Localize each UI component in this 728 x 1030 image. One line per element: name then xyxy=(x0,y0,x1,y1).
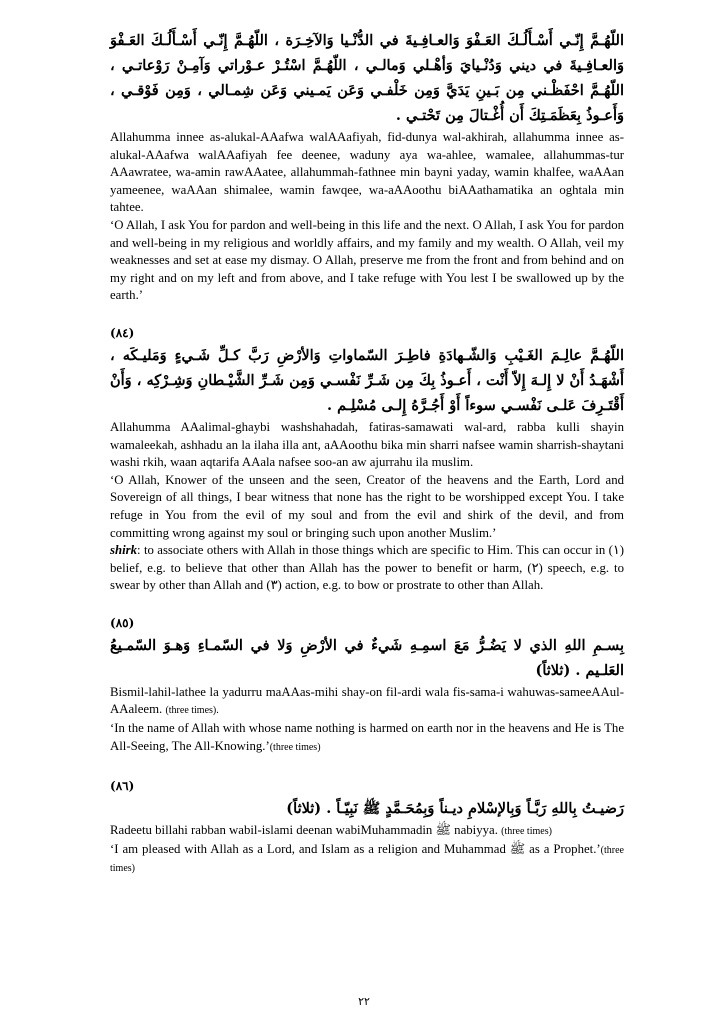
arabic-text: رَضيـتُ بِاللهِ رَبَّـاً وَبِالإسْلامِ ديـناً وَبِمُحَـمَّدٍ ﷺ نَبِيّـاً . (ثلاثاً) xyxy=(286,800,624,818)
transliteration xyxy=(110,822,624,841)
footnote-text: : to associate others with Allah in those things which are specific to Him. This can occur in (١) belief, e.g. to believe that other than Allah has the power to benefit or harm, (٢) speech, e.g. to swear by other than Allah and (٣) action, e.g. to bow or prostrate to other than Allah. xyxy=(110,543,624,593)
arabic-text: اللّهُـمَّ إِنّـي أَسْـأَلُـكَ العَـفْوَ وَالعـافِـيةَ في الدُّنْـيا وَالآخِـرَة ، اللّهُـمَّ إِنّـي أَسْـأَلُـكَ العَـفْوَ وَالعـافِـيةَ في ديني وَدُنْـيايَ وَأهْـلي وَمالـي ، اللّهُـمَّ اسْتُـرْ عـوْراتي وَآمِـنْ رَوْعاتـي ، اللّهُـمَّ احْفَظْـني مِن بَـينِ يَدَيَّ وَمِن خَلْفـي وَعَن يَمـيني وَعَن شِمـالي ، وَمِن فَوْقـي ، وَأَعـوذُ بِعَظَمَـتِكَ أَن أُغْـتالَ مِن تَحْتـي . xyxy=(110,32,624,124)
translation xyxy=(110,841,624,878)
transliteration: Allahumma innee as-alukal-AAafwa walAAafiyah, fid-dunya wal-akhirah, allahumma innee as-alukal-AAafwa walAAafiyah fee deenee, waduny aya wa-ahlee, wamalee, allahummas-tur AAawratee, wa-amin rawAAatee, allahummah-fathnee min bayni yaday, wamin khalfee, waAAan yameenee, waAAan shimalee, wamin fawqee, wa-aAAoothu biAAathamatika an oghtala min tahtee. xyxy=(110,130,624,215)
footnote-term: shirk xyxy=(110,543,138,558)
supplication-84 xyxy=(110,323,624,595)
arabic-text: بِسـمِ اللهِ الذي لا يَضُـرُّ مَعَ اسمِـهِ شَيءٌ في الأرْضِ وَلا في السّمـاءِ وَهـوَ السّمـيعُ العَلـيم . (ثلاثاً) xyxy=(110,636,624,679)
translation: ‘O Allah, Knower of the unseen and the seen, Creator of the heavens and the Earth, Lord and Sovereign of all things, I bear witness that none has the right to be worshipped except You. I take refuge in You from the evil of my soul and from the evil and shirk of the devil, and from committing wrong against my soul or bringing such upon another Muslim.’ xyxy=(110,472,624,540)
footnote xyxy=(110,542,624,595)
translation xyxy=(110,720,624,756)
repeat-note: (three times). xyxy=(165,705,219,717)
supplication-number: (٨٥) xyxy=(110,615,135,630)
repeat-note: (three times) xyxy=(501,826,552,838)
supplication-83 xyxy=(110,28,624,305)
repeat-note: (three times) xyxy=(269,741,321,753)
page-content xyxy=(110,28,624,878)
translation-text: ‘I am pleased with Allah as a Lord, and Islam as a religion and Muhammad ﷺ as a Prophet.’ xyxy=(110,841,601,856)
arabic-text: اللّهُـمَّ عالِـمَ الغَـيْبِ وَالشّـهادَةِ فاطِـرَ السّماواتِ وَالأرْضِ رَبَّ كـلِّ شَـيءٍ وَمَليـكَه ، أَشْهَـدُ أَنْ لا إِلـهَ إِلاّ أَنْت ، أَعـوذُ بِكَ مِن شَـرِّ نَفْسـي وَمِن شَـرِّ الشَّيْـطانِ وَشِـرْكِه ، وَأَنْ أَقْتَـرِفَ عَلـى نَفْسـي سوءاً أَوْ أَجُـرَّهُ إِلـى مُسْلِـم . xyxy=(110,346,624,414)
transliteration xyxy=(110,684,624,720)
repeat-note: (three times) xyxy=(110,844,624,875)
page-number: ٢٢ xyxy=(358,995,370,1008)
supplication-86 xyxy=(110,776,624,878)
supplication-number: (٨٦) xyxy=(110,779,135,794)
translation: ‘O Allah, I ask You for pardon and well-being in this life and the next. O Allah, I ask You for pardon and well-being in my religious and worldly affairs, and my family and my wealth. O Allah, veil my weaknesses and set at ease my dismay. O Allah, preserve me from the front and from behind and on my right and on my left and from above, and I take refuge with You lest I be swallowed up by the earth.’ xyxy=(110,217,624,303)
supplication-85 xyxy=(110,613,624,756)
translation-text: ‘In the name of Allah with whose name nothing is harmed on earth nor in the heavens and He is The All-Seeing, The All-Knowing.’ xyxy=(110,721,624,753)
transliteration: Allahumma AAalimal-ghaybi washshahadah, fatiras-samawati wal-ard, rabba kulli shayin wamaleekah, ashhadu an la ilaha illa ant, aAAoothu bika min sharri nafsee wamin sharrish-shaytani washi rkih, waan aqtarifa AAala nafsee soo-an aw ajurrahu ila muslim. xyxy=(110,419,624,470)
transliteration-text: Radeetu billahi rabban wabil-islami deenan wabiMuhammadin ﷺ nabiyya. xyxy=(110,823,498,838)
supplication-number: (٨٤) xyxy=(110,325,135,340)
transliteration-text: Bismil-lahil-lathee la yadurru maAAas-mihi shay-on fil-ardi wala fis-sama-i wahuwas-sameeAAul-AAaleem. xyxy=(110,684,624,717)
